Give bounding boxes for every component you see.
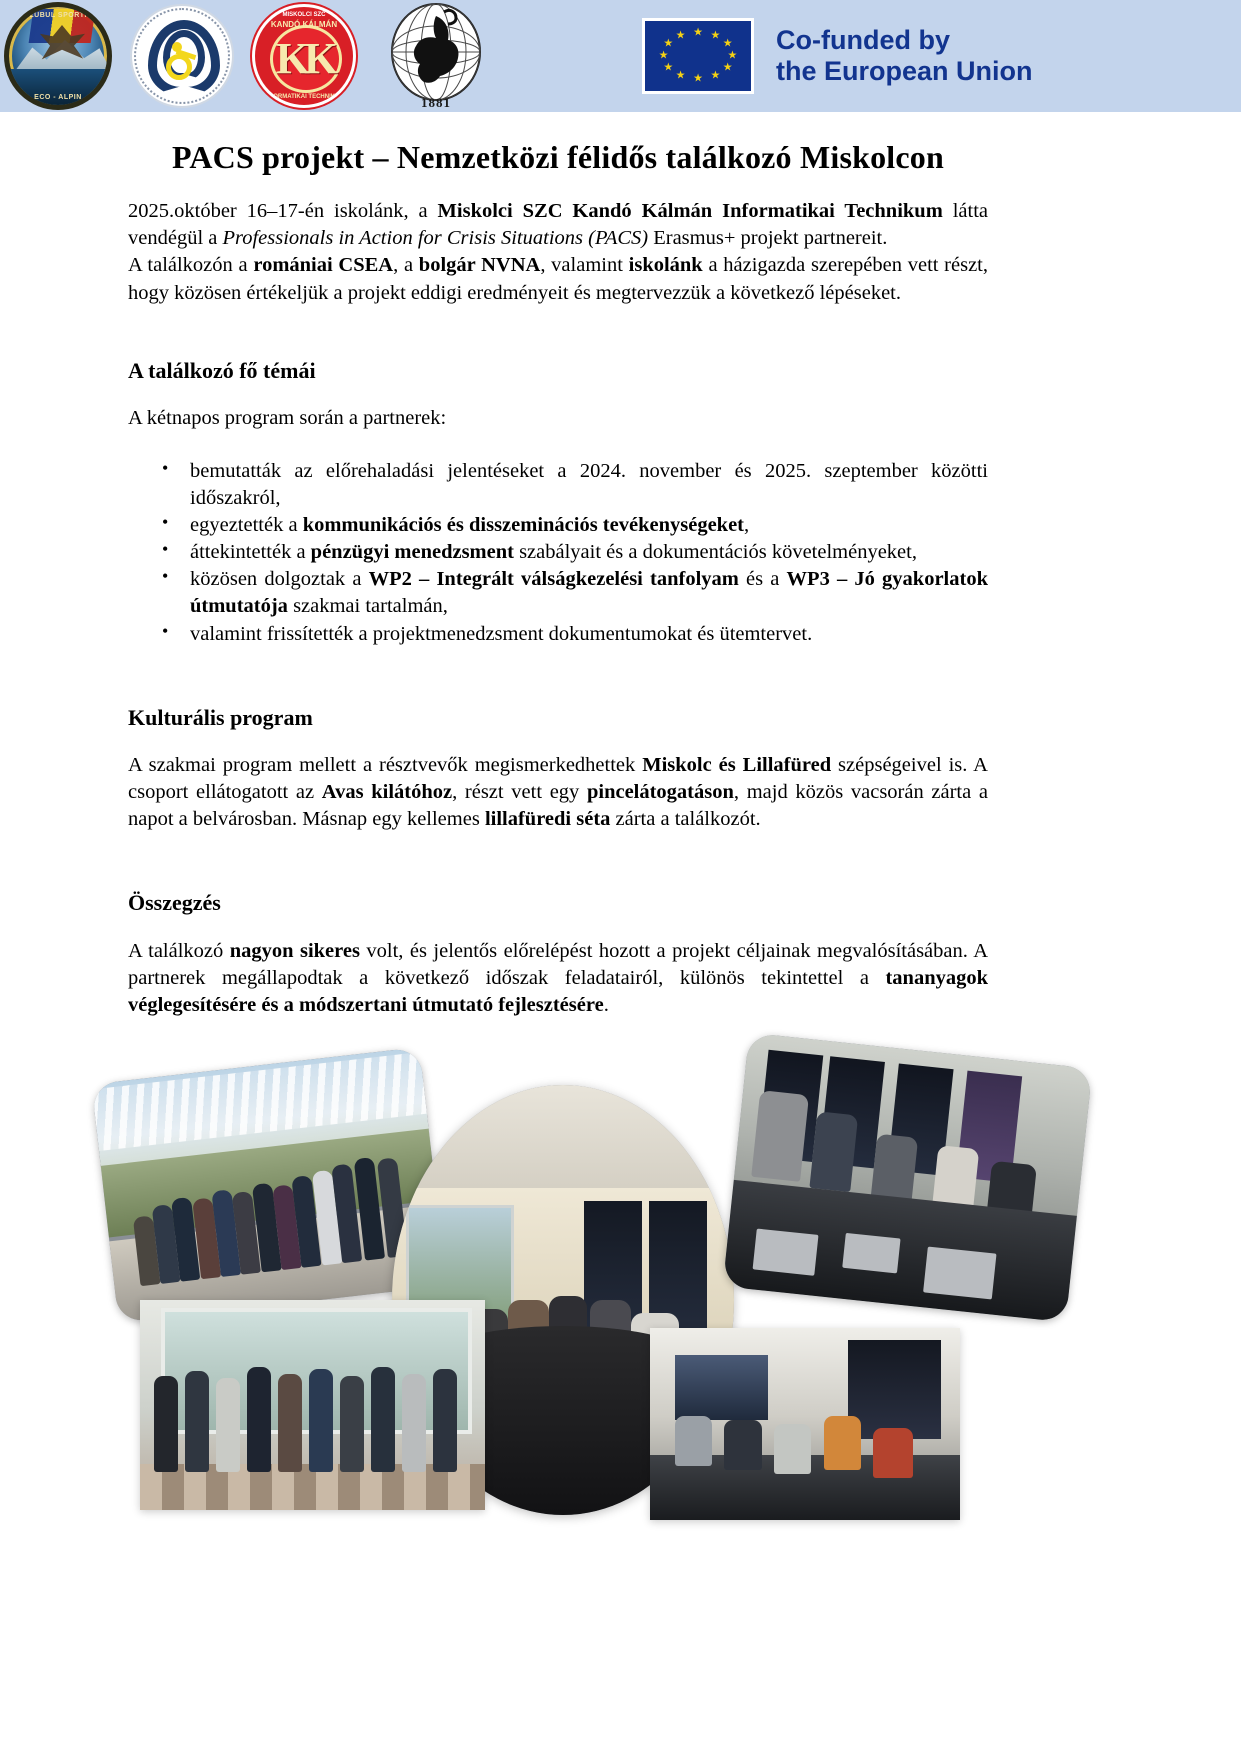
- eco-logo-bottom-text: ECO - ALPIN: [34, 94, 82, 101]
- eco-logo-top-text: CLUBUL SPORTIV: [23, 12, 93, 19]
- topics-lead-text: A kétnapos program során a partnerek:: [128, 407, 447, 430]
- photo-entrance-group: [140, 1300, 485, 1510]
- document-body: [128, 112, 988, 1019]
- kk-school-name: KANDÓ KÁLMÁN: [270, 20, 338, 29]
- partner-logo-strip: [0, 0, 1033, 112]
- list-item: • közösen dolgoztak a WP2 – Integrált válságkezelési tanfolyam és a WP3 – Jó gyakorlatok útmutatója szakmai tartalmán,: [190, 566, 988, 620]
- kk-bottom-text: INFORMATIKAI TECHNIKUM: [263, 94, 345, 100]
- culture-paragraph: A szakmai program mellett a résztvevők megismerkedhettek Miskolc és Lillafüred szépségeivel is. A csoport ellátogatott az Avas kilátóhoz, részt vett egy pincelátogatáson, majd közös vacsorán zárta a napot a belvárosban. Másnap egy kellemes lillafüredi séta zárta a találkozót.: [128, 754, 988, 831]
- globe-lion-emblem-logo: [374, 2, 498, 110]
- european-union-flag: ★ ★ ★ ★ ★ ★ ★ ★ ★ ★ ★ ★: [642, 18, 754, 94]
- kk-top-text: MISKOLCI SZC: [282, 12, 326, 18]
- photo-workshop-laptops: [723, 1033, 1093, 1323]
- globe-icon: [374, 2, 498, 102]
- heading-summary: Összegzés: [128, 890, 221, 916]
- heading-culture: Kulturális program: [128, 704, 313, 730]
- kando-kalman-logo: [252, 4, 356, 108]
- photo-presentation-room: [650, 1328, 960, 1520]
- intro-paragraph-1: 2025.október 16–17-én iskolánk, a Miskolci SZC Kandó Kálmán Informatikai Technikum látta vendégül a Professionals in Action for Crisis Situations (PACS) Erasmus+ projekt partnereit.: [128, 200, 988, 250]
- globe-year-label: 1881: [421, 95, 451, 110]
- header-banner: [0, 0, 1241, 112]
- topics-list: [128, 458, 988, 647]
- photo-collage: [0, 1030, 1241, 1560]
- eu-cofunding-text: [776, 25, 1033, 88]
- page-title: PACS projekt – Nemzetközi félidős találkozó Miskolcon: [171, 139, 944, 175]
- csea-handicap-heart-logo: [130, 4, 234, 108]
- eu-text-line-1: Co-funded by: [776, 24, 950, 55]
- kk-monogram: KK: [275, 34, 333, 83]
- list-item: • valamint frissítették a projektmenedzsment dokumentumokat és ütemtervet.: [190, 621, 988, 648]
- list-item: • áttekintették a pénzügyi menedzsment szabályait és a dokumentációs követelményeket,: [190, 539, 988, 566]
- eu-cofunding-block: [642, 18, 1033, 94]
- list-item: • bemutatták az előrehaladási jelentéseket a 2024. november és 2025. szeptember közötti időszakról,: [190, 458, 988, 512]
- list-item: • egyeztették a kommunikációs és disszeminációs tevékenységeket,: [190, 512, 988, 539]
- intro-paragraph-2: A találkozón a romániai CSEA, a bolgár NVNA, valamint iskolánk a házigazda szerepében vett részt, hogy közösen értékeljük a projekt eddigi eredményeit és megtervezzük a következő lépéseket.: [128, 254, 989, 304]
- summary-paragraph: A találkozó nagyon sikeres volt, és jelentős előrelépést hozott a projekt céljainak megvalósításában. A partnerek megállapodtak a következő időszak feladatairól, különös tekintettel a tananyagok véglegesítésére és a módszertani útmutató fejlesztésére.: [128, 939, 989, 1016]
- eu-text-line-2: the European Union: [776, 56, 1033, 86]
- clubul-sportiv-eco-alpin-logo: [4, 2, 112, 110]
- heading-topics: A találkozó fő témái: [128, 357, 316, 383]
